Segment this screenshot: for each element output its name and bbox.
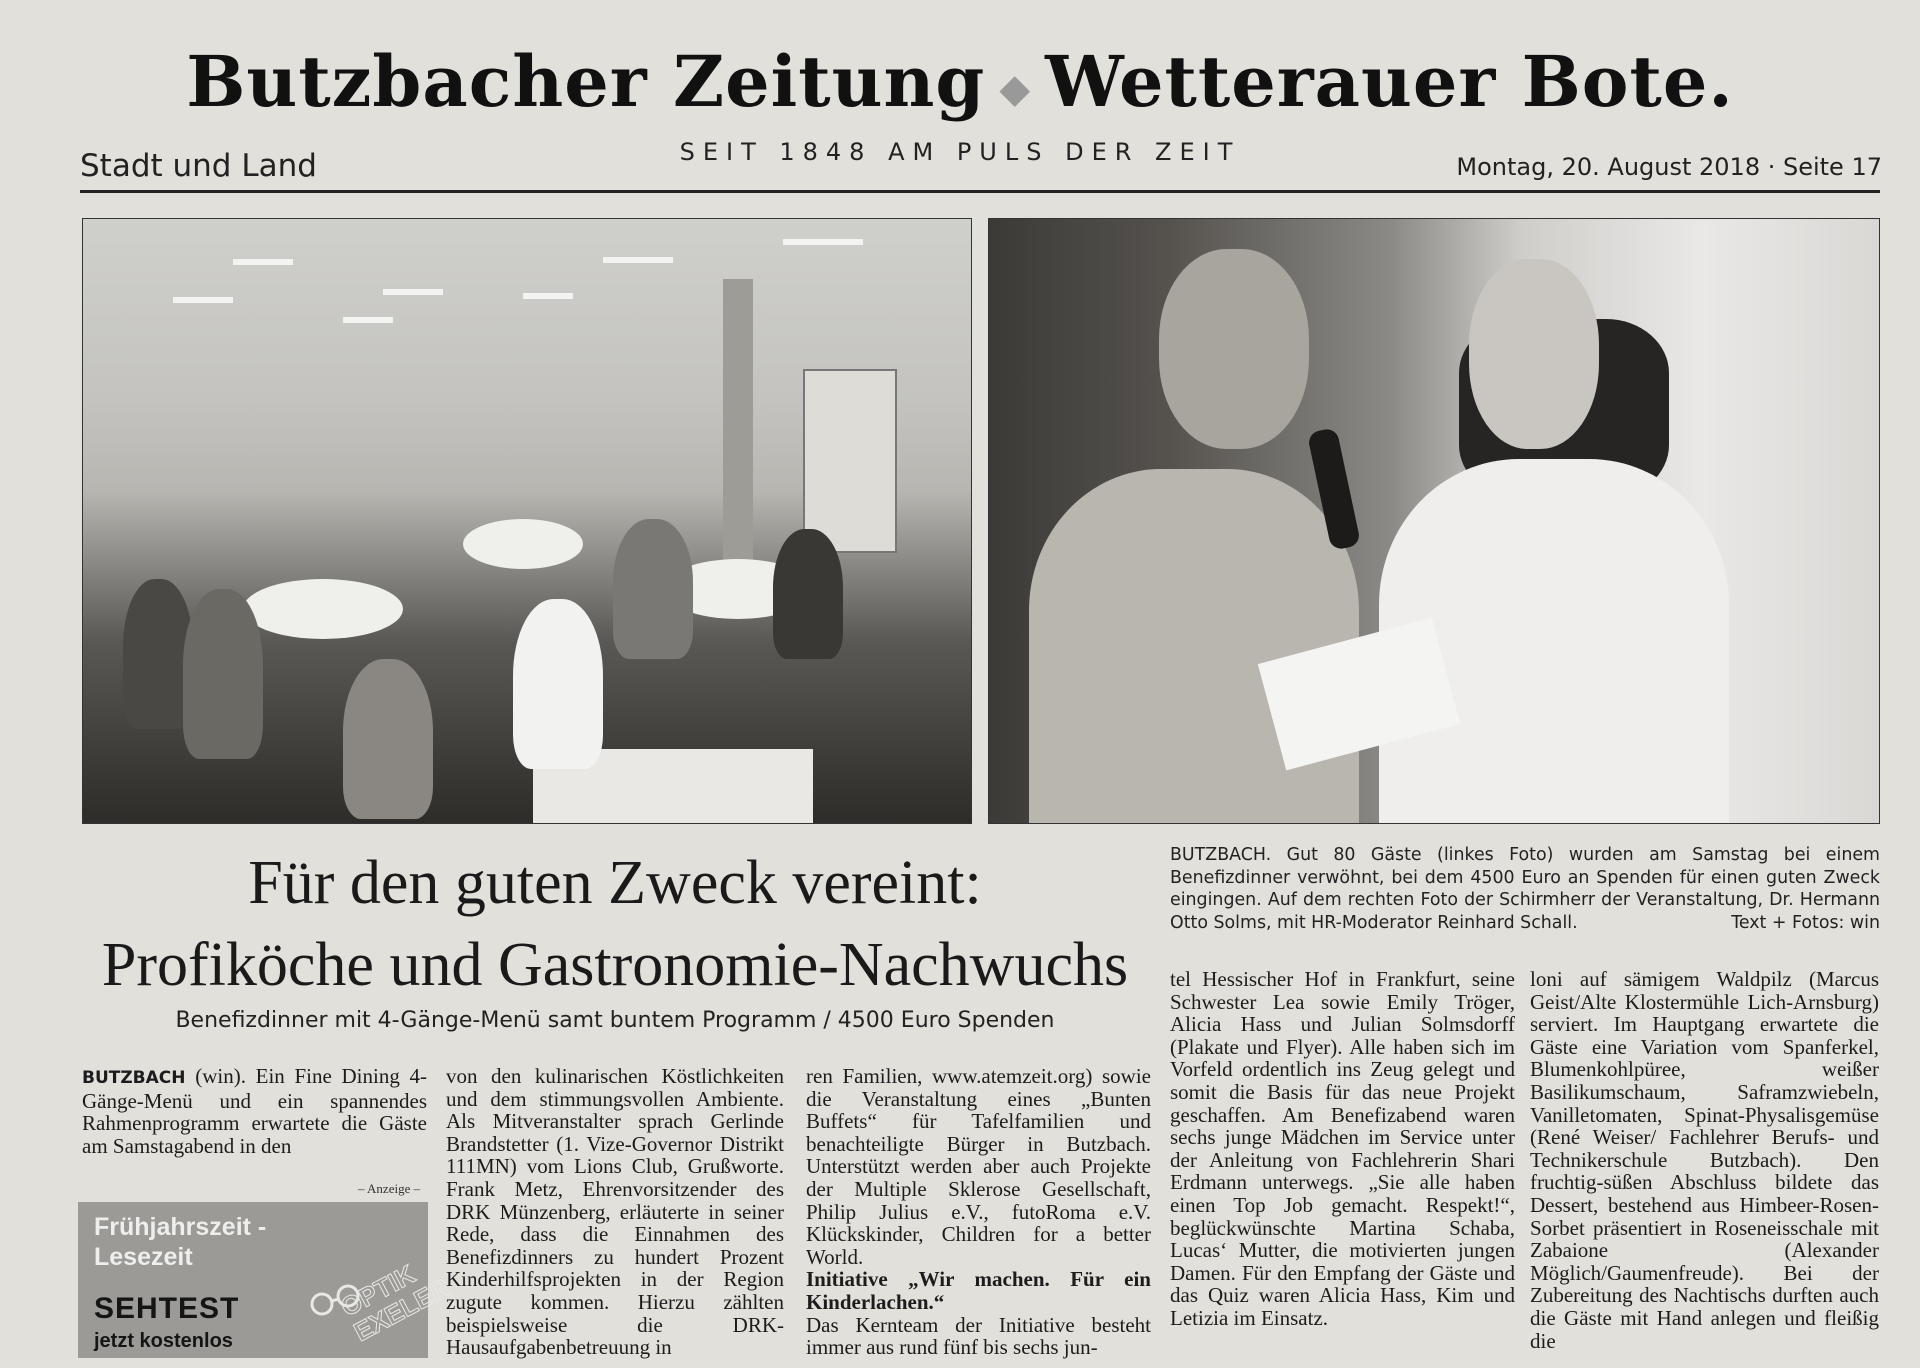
section-title: Stadt und Land — [80, 148, 317, 184]
article-column-4: tel Hessischer Hof in Frankfurt, seine Schwester Lea sowie Emily Tröger, Alicia Hass und Julian Solmsdorff (Plakate und Flyer). Alle haben sich im Vorfeld ordentlich ins Zeug gelegt und somit die Basis für das neue Projekt geschaffen. Am Benefizabend waren sechs junge Mädchen im Service unter der Anleitung von Fachlehrerin Shari Erdmann unterwegs. „Sie alle haben einen Top Job gemacht. Respekt!“, beglückwünschte Martina Schaba, Lucas‘ Mutter, die motivierten jungen Damen. Für den Empfang der Gäste und das Quiz waren Alicia Hass, Kim und Letizia im Einsatz. — [1170, 967, 1515, 1330]
ad-offer: SEHTEST — [94, 1292, 240, 1325]
page-dateline: Montag, 20. August 2018 · Seite 17 — [1456, 153, 1882, 181]
masthead-title-right: Wetterauer Bote. — [1045, 40, 1734, 123]
masthead — [0, 40, 1920, 123]
ad-headline-line-1: Frühjahrszeit - — [94, 1213, 267, 1241]
article-column-1 — [82, 1065, 427, 1157]
speakers-photo — [988, 218, 1880, 824]
article-subheading: Initiative „Wir machen. Für ein Kinderlachen.“ — [806, 1267, 1151, 1314]
article-column-3-text-b: Das Kernteam der Initiative besteht immer aus rund fünf bis sechs jun- — [806, 1312, 1151, 1360]
optician-advertisement[interactable] — [78, 1202, 455, 1358]
caption-text: BUTZBACH. Gut 80 Gäste (linkes Foto) wurden am Samstag bei einem Benefizdinner verwöhnt, bei dem 4500 Euro an Spenden für einen guten Zweck eingingen. Auf dem rechten Foto der Schirmherr der Veranstaltung, Dr. Hermann Otto Solms, mit HR-Moderator Reinhard Schall. — [1170, 845, 1880, 933]
ad-label: – Anzeige – — [358, 1181, 421, 1196]
article-column-5: loni auf sämigem Waldpilz (Marcus Geist/Alte Klostermühle Lich-Arnsburg) serviert. Im Hauptgang erwartete die Gäste eine Variation vom Spanferkel, Blumenkohlpüree, weißer Basilikumschaum, Saframzwiebeln, Vanilletomaten, Spinat-Physalisgemüse (René Weiser/ Fachlehrer Berufs- und Technikerschule Butzbach). Den fruchtig-süßen Abschluss bildete das Dessert, bestehend aus Himbeer-Rosen-Sorbet präsentiert in Roseneisschale mit Zabaione (Alexander Möglich/Gaumenfreude). Bei der Zubereitung des Nachtischs durften auch die Gäste mit Hand anlegen und fleißig die — [1530, 967, 1879, 1353]
article-column-3 — [806, 1065, 1151, 1359]
caption-credit: Text + Fotos: win — [1731, 912, 1880, 933]
photo-caption — [1170, 844, 1880, 934]
ad-offer-detail: jetzt kostenlos — [94, 1330, 233, 1352]
article-column-1-text: (win). Ein Fine Dining 4-Gänge-Menü und ein spannendes Rahmenprogramm erwartete die Gäste am Samstagabend in den — [82, 1064, 428, 1158]
subheadline: Benefizdinner mit 4-Gänge-Menü samt buntem Programm / 4500 Euro Spenden — [175, 1008, 1055, 1033]
headline-line-2: Profiköche und Gastronomie-Nachwuchs — [101, 931, 1129, 999]
ad-headline — [94, 1212, 266, 1272]
article-column-2: von den kulinarischen Köstlichkeiten und dem stimmungsvollen Ambiente. Als Mitveranstalter sprach Gerlinde Brandstetter (1. Vize-Governor Distrikt 111MN) vom Lions Club, Grußworte. Frank Metz, Ehrenvorsitzender des DRK Münzenberg, erläuterte in seiner Rede, dass die Einnahmen des Benefizdinners zu hundert Prozent Kinderhilfsprojekten in der Region zugute kommen. Hierzu zählten beispielsweise die DRK-Hausaufgabenbetreuung in — [446, 1064, 784, 1360]
dinner-hall-photo — [82, 218, 972, 824]
headline-line-1: Für den guten Zweck vereint: — [248, 849, 982, 917]
header-rule — [80, 190, 1880, 193]
masthead-separator: ◆ — [999, 64, 1032, 112]
masthead-title-left: Butzbacher Zeitung — [186, 40, 986, 123]
ad-logo: OPTIK EXELER — [335, 1258, 455, 1348]
article-column-3-text: ren Familien, www.atemzeit.org) sowie die Veranstaltung eines „Bunten Buffets“ für Tafelfamilien und benachteiligte Bürger in Butzbach. Unterstützt werden aber auch Projekte der Multiple Sklerose Gesellschaft, Philip Julius e.V., futoRoma e.V. Klückskinder, Children for a better World. — [806, 1064, 1151, 1269]
masthead-motto: SEIT 1848 AM PULS DER ZEIT — [679, 138, 1241, 166]
article-dateline: BUTZBACH — [82, 1068, 186, 1088]
ad-headline-line-2: Lesezeit — [94, 1243, 193, 1271]
